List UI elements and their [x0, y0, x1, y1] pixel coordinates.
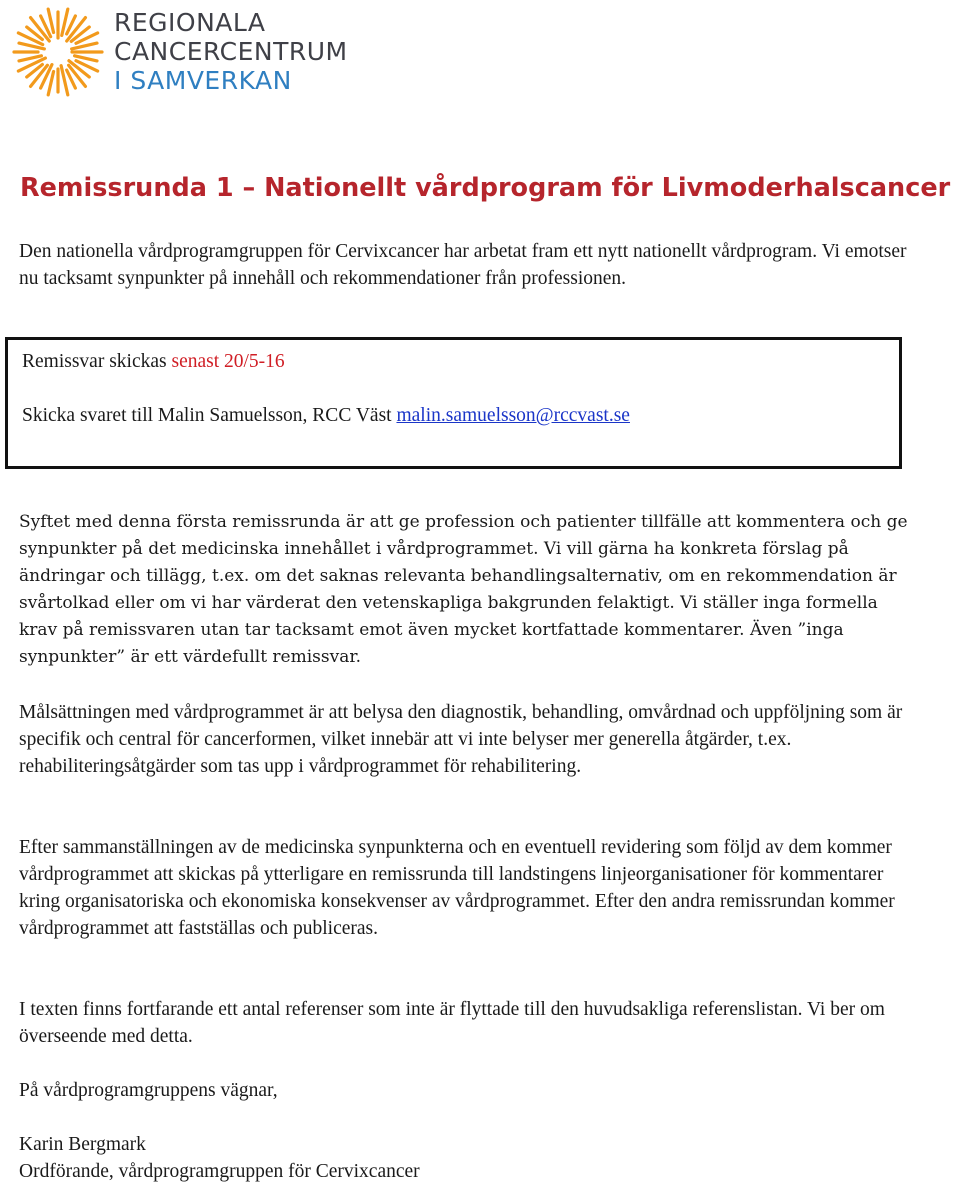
- document-title: Remissrunda 1 – Nationellt vårdprogram för Livmoderhalscancer: [20, 173, 951, 203]
- sunburst-logo-icon: [12, 6, 104, 98]
- send-to-text: Skicka svaret till Malin Samuelsson, RCC Väst: [22, 405, 397, 426]
- sunburst-ray: [48, 9, 53, 32]
- intro-paragraph: Den nationella vårdprogramgruppen för Cervixcancer har arbetat fram ett nytt nationellt vårdprogram. Vi emotser nu tacksamt synpunkter på innehåll och rekommendationer från professionen.: [19, 241, 907, 289]
- purpose-text: Syftet med denna första remissrunda är att ge profession och patienter tillfälle att kommentera och ge synpunkter på det medicinska innehållet i vårdprogrammet. Vi vill gärna ha konkreta förslag på ändringar och tillägg, t.ex. om det saknas relevanta behandlingsalternativ, om en rekommendation är svårtolkad eller om vi har värderat den vetenskapliga bakgrunden felaktigt. Vi ställer inga formella krav på remissvaren utan tar tacksamt emot även mycket kortfattade kommentarer. Även ”inga synpunkter” är ett värdefullt remissvar: [19, 512, 908, 667]
- signature-block: [19, 1131, 919, 1185]
- logo-line-1: REGIONALA: [114, 8, 266, 37]
- logo-line-2: CANCERCENTRUM: [114, 37, 348, 66]
- purpose-end: .: [355, 647, 362, 667]
- purpose-paragraph: [19, 509, 919, 671]
- logo-wordmark: [114, 8, 348, 95]
- email-link[interactable]: malin.samuelsson@rccvast.se: [396, 405, 630, 426]
- signature-name: Karin Bergmark: [19, 1134, 146, 1155]
- signature-role: Ordförande, vårdprogramgruppen för Cervixcancer: [19, 1161, 420, 1182]
- sunburst-ray: [48, 72, 53, 95]
- process-paragraph: Efter sammanställningen av de medicinska synpunkterna och en eventuell revidering som följd av dem kommer vårdprogrammet att skickas på ytterligare en remissrunda till landstingens linjeorganisationer för kommentarer kring organisatoriska och ekonomiska konsekvenser av vårdprogrammet. Efter den andra remissrundan kommer vårdprogrammet att fastställas och publiceras.: [19, 837, 895, 939]
- deadline-date: senast 20/5-16: [171, 351, 285, 372]
- closing-line: På vårdprogramgruppens vägnar,: [19, 1080, 278, 1101]
- deadline-prefix: Remissvar skickas: [22, 351, 172, 372]
- deadline-line: [22, 348, 285, 375]
- deadline-box: [5, 337, 902, 469]
- logo-line-3: I SAMVERKAN: [114, 66, 292, 95]
- references-paragraph: I texten finns fortfarande ett antal referenser som inte är flyttade till den huvudsakliga referenslistan. Vi ber om överseende med detta.: [19, 999, 885, 1047]
- send-to-line: [22, 402, 630, 429]
- goal-paragraph: Målsättningen med vårdprogrammet är att belysa den diagnostik, behandling, omvårdnad och uppföljning som är specifik och central för cancerformen, vilket innebär att vi inte belyser mer generella åtgärder, t.ex. rehabiliteringsåtgärder som tas upp i vårdprogrammet för rehabilitering.: [19, 702, 903, 777]
- rcc-logo: [12, 6, 348, 98]
